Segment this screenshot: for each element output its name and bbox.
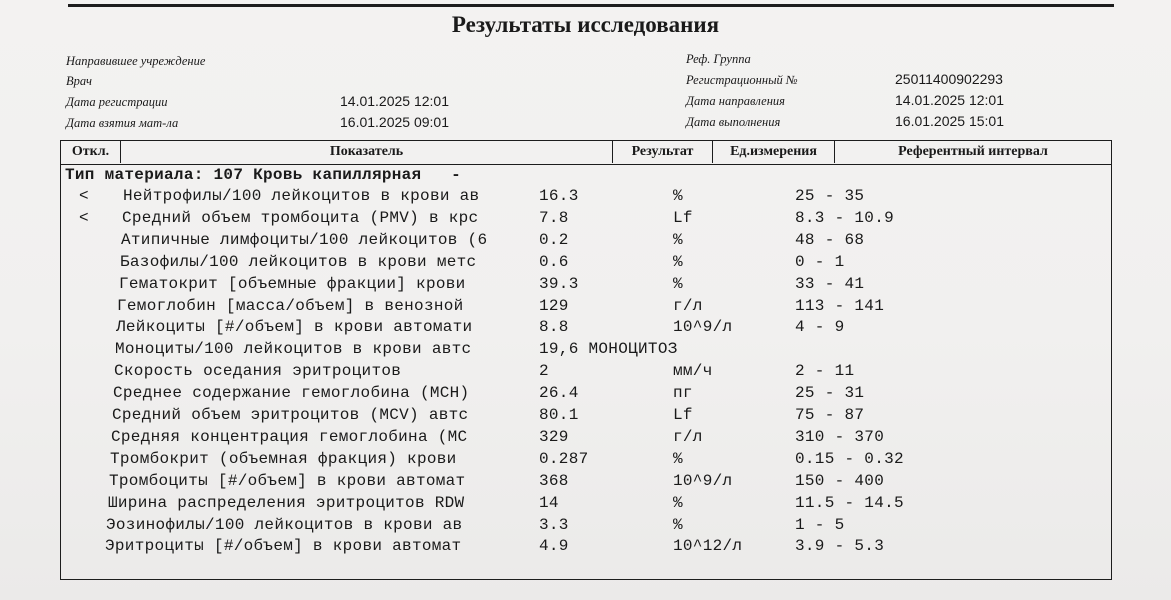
row-result: 26.4 [539, 384, 579, 403]
row-reference: 0 - 1 [795, 252, 845, 271]
row-unit: 10^9/л [673, 318, 733, 337]
row-indicator: Тромбоциты [#/объем] в крови автомат [109, 471, 466, 490]
ref-group-label: Реф. Группа [686, 52, 751, 66]
table-header [61, 141, 1111, 165]
row-reference: 3.9 - 5.3 [795, 537, 885, 556]
doctor-label: Врач [66, 74, 92, 88]
row-reference: 0.15 - 0.32 [795, 449, 904, 468]
row-result: 0.2 [539, 230, 569, 249]
registration-date-label: Дата регистрации [66, 95, 168, 109]
row-indicator: Тромбокрит (объемная фракция) крови [110, 449, 457, 468]
row-result: 39.3 [539, 274, 579, 293]
completion-date-value: 16.01.2025 15:01 [895, 113, 1004, 129]
row-result: 129 [539, 296, 569, 315]
row-result: 0.6 [539, 252, 569, 271]
row-unit: Lf [673, 208, 693, 227]
row-result: 0.287 [539, 449, 589, 468]
row-result: 368 [539, 471, 569, 490]
row-indicator: Нейтрофилы/100 лейкоцитов в крови ав [123, 187, 480, 205]
row-indicator: Моноциты/100 лейкоцитов в крови автс [115, 340, 472, 359]
top-rule [68, 4, 1114, 7]
page-title: Результаты исследования [451, 12, 720, 37]
row-reference: 2 - 11 [795, 362, 855, 381]
row-reference: 25 - 35 [795, 187, 865, 205]
referral-date-label: Дата направления [686, 94, 785, 108]
row-reference: 75 - 87 [795, 406, 865, 424]
row-indicator: Базофилы/100 лейкоцитов в крови метс [120, 252, 477, 271]
row-unit: 10^9/л [673, 471, 733, 490]
col-result-header: Результат [613, 141, 713, 163]
row-unit: 10^12/л [673, 537, 743, 556]
row-unit: г/л [673, 296, 703, 315]
row-reference: 310 - 370 [795, 427, 885, 446]
row-reference: 8.3 - 10.9 [795, 208, 895, 227]
row-unit: мм/ч [673, 362, 713, 381]
sample-date-value: 16.01.2025 09:01 [340, 114, 449, 130]
row-result: 329 [539, 427, 569, 446]
row-indicator: Средний объем тромбоцита (PMV) в крс [122, 208, 479, 227]
referring-institution-label: Направившее учреждение [66, 54, 206, 68]
row-flag: < [79, 208, 89, 227]
referral-date-value: 14.01.2025 12:01 [895, 92, 1004, 108]
row-flag: < [79, 187, 89, 205]
results-table [60, 140, 1112, 580]
completion-date-label: Дата выполнения [686, 115, 781, 129]
row-reference: 150 - 400 [795, 471, 885, 490]
col-unit-header: Ед.измерения [713, 141, 835, 163]
row-indicator: Среднее содержание гемоглобина (MCH) [113, 384, 470, 403]
row-indicator: Гематокрит [объемные фракции] крови [119, 274, 466, 293]
row-reference: 11.5 - 14.5 [795, 493, 904, 512]
material-type: Тип материала: 107 Кровь капиллярная - [65, 166, 462, 184]
col-flag-header: Откл. [61, 141, 121, 163]
row-reference: 33 - 41 [795, 274, 865, 293]
registration-date-value: 14.01.2025 12:01 [340, 93, 449, 109]
row-unit: пг [673, 384, 693, 403]
registration-number-value: 25011400902293 [895, 71, 1003, 87]
row-unit: г/л [673, 427, 703, 446]
col-indicator-header: Показатель [121, 141, 613, 163]
row-unit: % [673, 274, 683, 293]
row-reference: 25 - 31 [795, 384, 865, 403]
row-indicator: Средний объем эритроцитов (MCV) автс [112, 406, 469, 424]
row-unit: % [673, 493, 683, 512]
row-unit: % [673, 449, 683, 468]
row-result: 7.8 [539, 208, 569, 227]
row-result: 4.9 [539, 537, 569, 556]
row-result: 16.3 [539, 187, 579, 205]
row-result: 19,6 МОНОЦИТОЗ [539, 340, 678, 359]
row-indicator: Скорость оседания эритроцитов [114, 362, 402, 381]
registration-number-label: Регистрационный № [686, 73, 798, 87]
row-indicator: Средняя концентрация гемоглобина (MC [111, 427, 468, 446]
row-unit: % [673, 515, 683, 534]
row-reference: 4 - 9 [795, 318, 845, 337]
row-indicator: Ширина распределения эритроцитов RDW [108, 493, 465, 512]
row-indicator: Атипичные лимфоциты/100 лейкоцитов (6 [121, 230, 488, 249]
row-result: 14 [539, 493, 559, 512]
row-result: 8.8 [539, 318, 569, 337]
row-indicator: Лейкоциты [#/объем] в крови автомати [116, 318, 473, 337]
row-unit: % [673, 230, 683, 249]
row-reference: 113 - 141 [795, 296, 885, 315]
row-unit: % [673, 252, 683, 271]
row-indicator: Гемоглобин [масса/объем] в венозной [117, 296, 464, 315]
sample-date-label: Дата взятия мат-ла [66, 116, 179, 130]
row-reference: 1 - 5 [795, 515, 845, 534]
row-indicator: Эритроциты [#/объем] в крови автомат [105, 537, 462, 556]
row-unit: % [673, 187, 683, 205]
row-reference: 48 - 68 [795, 230, 865, 249]
col-reference-header: Референтный интервал [898, 144, 1048, 159]
row-result: 3.3 [539, 515, 569, 534]
row-result: 2 [539, 362, 549, 381]
row-indicator: Эозинофилы/100 лейкоцитов в крови ав [106, 515, 463, 534]
row-result: 80.1 [539, 406, 579, 424]
row-unit: Lf [673, 406, 693, 424]
